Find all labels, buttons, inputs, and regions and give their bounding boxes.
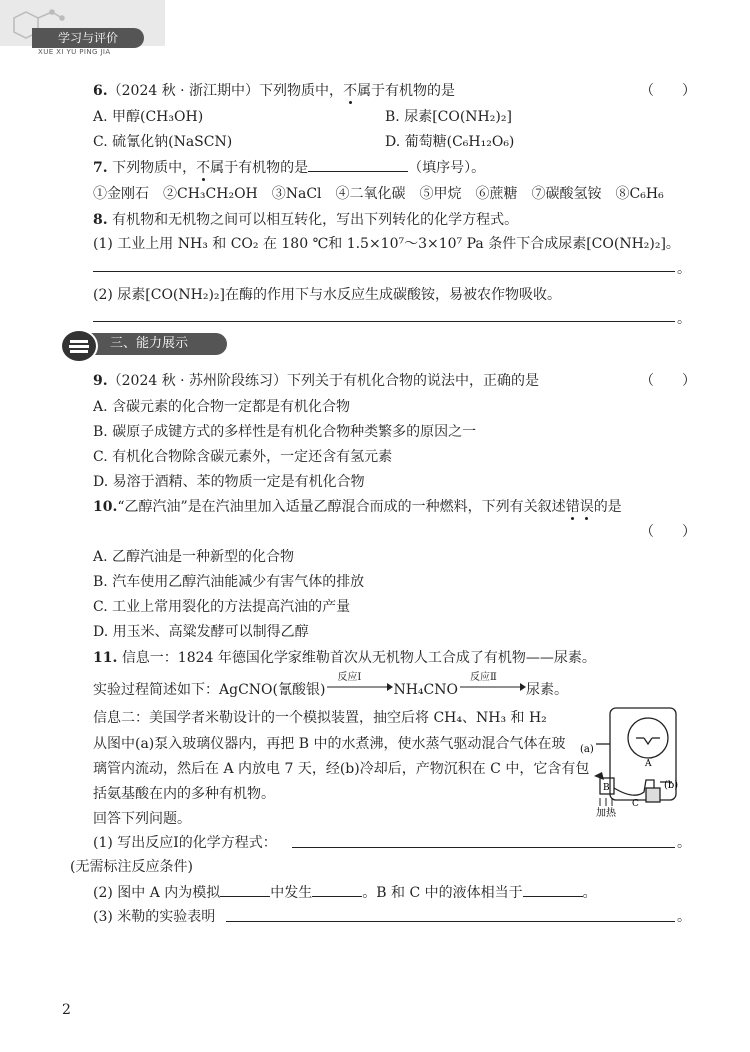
section-title: 三、能力展示	[110, 336, 189, 351]
q8-stem: 8. 有机物和无机物之间可以相互转化，写出下列转化的化学方程式。	[93, 212, 519, 228]
q11-info2-line2: 从图中(a)泵入玻璃仪器内，再把 B 中的水煮沸，使水蒸气驱动混合气体在玻	[93, 736, 566, 752]
fig-label-B: B	[603, 783, 610, 793]
q7-options: ①金刚石 ②CH₃CH₂OH ③NaCl ④二氧化碳 ⑤甲烷 ⑥蔗糖 ⑦碳酸氢铵 ⑧C₆H₆	[93, 186, 664, 202]
page-number: 2	[62, 1002, 71, 1018]
fig-label-C: C	[632, 799, 639, 809]
q6-option-b: B. 尿素[CO(NH₂)₂]	[385, 109, 512, 125]
fig-label-a: (a)	[580, 744, 594, 755]
q9-answer-paren: （ ）	[640, 373, 696, 389]
q8-part2-answer-line[interactable]	[93, 320, 675, 322]
arrow-1-icon	[325, 682, 393, 692]
fig-label-b: (b)	[664, 780, 679, 791]
q11-info2-line4: 括氨基酸在内的多种有机物。	[93, 786, 275, 802]
q11-sub1-answer-line[interactable]	[292, 846, 675, 848]
q6-option-c: C. 硫氰化钠(NaSCN)	[93, 134, 233, 150]
arrow-2-icon	[458, 682, 526, 692]
q11-sub1: (1) 写出反应Ⅰ的化学方程式：	[93, 835, 277, 851]
q10-option-d: D. 用玉米、高粱发酵可以制得乙醇	[93, 624, 309, 640]
section-header	[64, 333, 227, 355]
q11-info2-line3: 璃管内流动，然后在 A 内放电 7 天，经(b)冷却后，产物沉积在 C 中，它含有包	[93, 761, 590, 777]
fig-label-A: A	[645, 759, 652, 769]
q11-sub3: (3) 米勒的实验表明	[93, 909, 216, 925]
q11-sub3-end: 。	[677, 909, 691, 925]
q8-part2: (2) 尿素[CO(NH₂)₂]在酶的作用下与水反应生成碳酸铵，易被农作物吸收。	[93, 287, 562, 303]
q9-option-a: A. 含碳元素的化合物一定都是有机化合物	[93, 399, 351, 415]
q8-part1-end: 。	[677, 261, 691, 277]
q6-answer-paren: （ ）	[640, 83, 696, 99]
q11-sub1-note: (无需标注反应条件)	[70, 859, 193, 875]
q10-option-a: A. 乙醇汽油是一种新型的化合物	[93, 549, 295, 565]
q11-info2-line1: 信息二：美国学者米勒设计的一个模拟装置，抽空后将 CH₄、NH₃ 和 H₂	[93, 710, 547, 726]
miller-apparatus-diagram	[574, 700, 694, 820]
q8-part2-end: 。	[677, 311, 691, 327]
q11-process: 实验过程简述如下：AgCNO(氰酸银) 反应Ⅰ NH₄CNO 反应Ⅱ 尿素。	[93, 679, 568, 699]
books-icon	[60, 329, 98, 363]
q6-option-a: A. 甲醇(CH₃OH)	[93, 109, 204, 125]
q11-info1: 11. 信息一：1824 年德国化学家维勒首次从无机物人工合成了有机物——尿素。	[93, 650, 596, 666]
q10-option-c: C. 工业上常用裂化的方法提高汽油的产量	[93, 599, 351, 615]
q9-stem: 9.（2024 秋 · 苏州阶段练习）下列关于有机化合物的说法中，正确的是	[93, 373, 540, 389]
q8-part1-answer-line[interactable]	[93, 270, 675, 272]
header-subtitle: XUE XI YU PING JIA	[38, 48, 111, 56]
reaction-2-label: 反应Ⅱ	[469, 672, 497, 683]
q11-sub2: (2) 图中 A 内为模拟 中发生 。B 和 C 中的液体相当于 。	[93, 882, 597, 902]
header-title: 学习与评价	[32, 28, 144, 48]
q11-sub1-end: 。	[677, 835, 691, 851]
q11-ask: 回答下列问题。	[93, 811, 191, 827]
reaction-1-label: 反应Ⅰ	[337, 672, 362, 683]
q6-option-d: D. 葡萄糖(C₆H₁₂O₆)	[385, 134, 515, 150]
q10-stem: 10.“乙醇汽油”是在汽油里加入适量乙醇混合而成的一种燃料，下列有关叙述错误的是	[93, 499, 622, 515]
fig-label-heat: 加热	[596, 808, 616, 819]
q9-option-b: B. 碳原子成键方式的多样性是有机化合物种类繁多的原因之一	[93, 424, 477, 440]
q11-sub3-answer-line[interactable]	[226, 920, 675, 922]
q6-stem: 6.（2024 秋 · 浙江期中）下列物质中，不属于有机物的是	[93, 83, 456, 99]
q9-option-d: D. 易溶于酒精、苯的物质一定是有机化合物	[93, 474, 365, 490]
q8-part1: (1) 工业上用 NH₃ 和 CO₂ 在 180 ℃和 1.5×10⁷～3×10⁷ Pa 条件下合成尿素[CO(NH₂)₂]。	[93, 236, 680, 252]
q10-answer-paren: （ ）	[640, 524, 696, 540]
q9-option-c: C. 有机化合物除含碳元素外，一定还含有氢元素	[93, 449, 393, 465]
q7-stem: 7. 下列物质中，不属于有机物的是 （填序号）。	[93, 157, 485, 177]
q10-option-b: B. 汽车使用乙醇汽油能减少有害气体的排放	[93, 574, 365, 590]
